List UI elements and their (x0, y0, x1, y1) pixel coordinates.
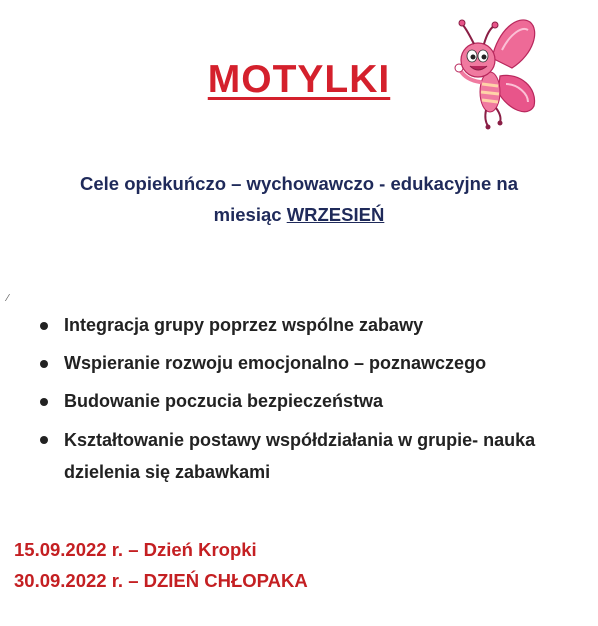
events-list (14, 534, 594, 596)
list-item (34, 310, 594, 340)
title-text: MOTYLKI (207, 58, 391, 101)
bullet-icon (40, 360, 48, 368)
goals-heading-line1: Cele opiekuńczo – wychowawczo - edukacyjne na (80, 173, 518, 194)
list-item (34, 386, 594, 416)
goal-text: Wspieranie rozwoju emocjonalno – poznawczego (64, 353, 487, 373)
cartoon-butterfly-icon (440, 10, 540, 135)
goal-text: Budowanie poczucia bezpieczeństwa (64, 391, 384, 411)
margin-mark: ⁄ (7, 293, 9, 304)
event-item: 15.09.2022 r. – Dzień Kropki (14, 539, 257, 560)
bullet-icon (40, 436, 48, 444)
goals-heading-prefix: miesiąc (213, 204, 287, 225)
bullet-icon (40, 322, 48, 330)
goal-text: Kształtowanie postawy współdziałania w grupie- nauka dzielenia się zabawkami (64, 430, 536, 482)
event-item: 30.09.2022 r. – DZIEŃ CHŁOPAKA (14, 570, 308, 591)
month-name: WRZESIEŃ (286, 204, 385, 225)
goals-list (34, 310, 594, 496)
list-item (34, 424, 584, 488)
goals-heading (30, 168, 568, 230)
list-item (34, 348, 594, 378)
bullet-icon (40, 398, 48, 406)
goal-text: Integracja grupy poprzez wspólne zabawy (64, 315, 424, 335)
goals-heading-line2 (30, 199, 568, 230)
